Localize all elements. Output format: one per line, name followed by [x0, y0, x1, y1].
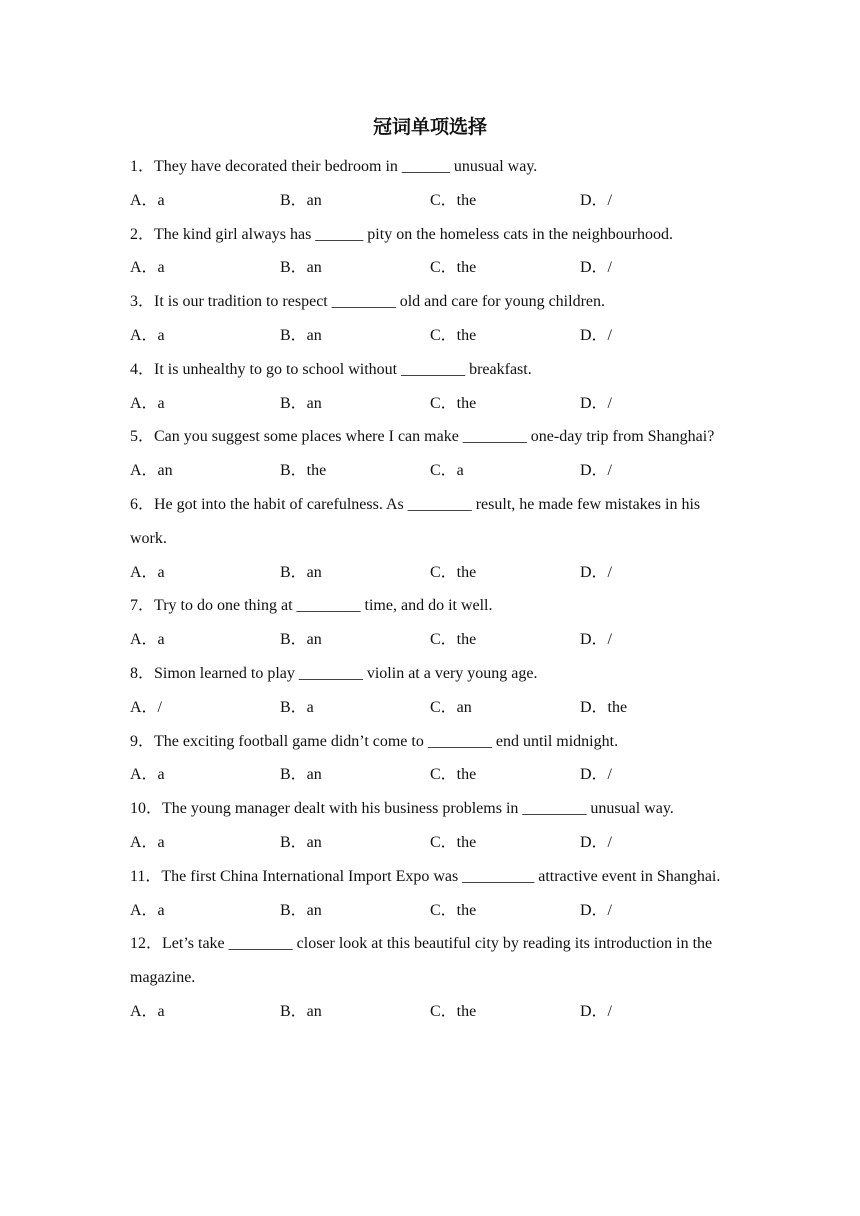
option-a: A．a — [130, 563, 165, 581]
option-a: A．a — [130, 326, 165, 344]
question-text: 10．The young manager dealt with his business problems in ________ unusual way. — [130, 800, 674, 818]
option-c: C．the — [430, 833, 477, 851]
option-row — [130, 251, 740, 285]
option-c: C．the — [430, 766, 477, 784]
question-text: 6．He got into the habit of carefulness. As ________ result, he made few mistakes in his work. — [130, 495, 701, 547]
option-b: B．an — [280, 1002, 322, 1020]
option-d: D．/ — [580, 766, 613, 784]
question-item — [130, 353, 740, 421]
option-c: C．the — [430, 326, 477, 344]
option-a: A．a — [130, 1002, 165, 1020]
question-text: 4．It is unhealthy to go to school without ________ breakfast. — [130, 360, 532, 378]
option-b: B．an — [280, 766, 322, 784]
option-c: C．an — [430, 698, 472, 716]
option-b: B．an — [280, 901, 322, 919]
option-c: C．the — [430, 191, 477, 209]
option-row — [130, 387, 740, 421]
question-item — [130, 150, 740, 218]
option-c: C．the — [430, 394, 477, 412]
question-text: 1．They have decorated their bedroom in ______ unusual way. — [130, 158, 538, 175]
question-item — [130, 860, 740, 928]
option-b: B．an — [280, 563, 322, 581]
option-c: C．the — [430, 901, 477, 919]
option-row — [130, 995, 740, 1029]
option-b: B．an — [280, 833, 322, 851]
option-a: A．a — [130, 631, 165, 649]
option-row — [130, 758, 740, 792]
option-c: C．a — [430, 462, 464, 480]
option-d: D．/ — [580, 901, 613, 919]
option-d: D．/ — [580, 259, 613, 277]
question-text: 2．The kind girl always has ______ pity on the homeless cats in the neighbourhood. — [130, 225, 674, 243]
question-text: 8．Simon learned to play ________ violin at a very young age. — [130, 664, 538, 682]
option-b: B．a — [280, 698, 314, 716]
question-item — [130, 285, 740, 353]
question-item — [130, 589, 740, 657]
option-a: A．a — [130, 901, 165, 919]
question-list — [130, 150, 740, 1029]
option-b: B．the — [280, 462, 327, 480]
option-b: B．an — [280, 259, 322, 277]
question-item — [130, 792, 740, 860]
option-d: D．/ — [580, 394, 613, 412]
option-d: D．the — [580, 698, 628, 716]
question-item — [130, 488, 740, 589]
option-d: D．/ — [580, 462, 613, 480]
option-b: B．an — [280, 326, 322, 344]
option-row — [130, 184, 740, 218]
option-row — [130, 556, 740, 590]
option-b: B．an — [280, 631, 322, 649]
question-text: 9．The exciting football game didn’t come to ________ end until midnight. — [130, 732, 619, 750]
option-c: C．the — [430, 563, 477, 581]
question-item — [130, 420, 740, 488]
question-item — [130, 218, 740, 286]
option-a: A．an — [130, 462, 173, 480]
page-title: 冠词单项选择 — [372, 116, 487, 138]
option-row — [130, 454, 740, 488]
question-item — [130, 725, 740, 793]
question-text: 12．Let’s take ________ closer look at this beautiful city by reading its introduction in the magazine. — [130, 935, 713, 987]
option-b: B．an — [280, 394, 322, 412]
option-a: A．a — [130, 766, 165, 784]
option-d: D．/ — [580, 631, 613, 649]
option-d: D．/ — [580, 563, 613, 581]
option-d: D．/ — [580, 191, 613, 209]
question-item — [130, 657, 740, 725]
option-a: A．/ — [130, 698, 163, 716]
question-text: 5．Can you suggest some places where I can make ________ one-day trip from Shanghai? — [130, 428, 715, 446]
option-d: D．/ — [580, 833, 613, 851]
option-a: A．a — [130, 259, 165, 277]
option-row — [130, 623, 740, 657]
question-text: 11．The first China International Import Expo was _________ attractive event in Shanghai. — [130, 867, 721, 885]
question-text: 7．Try to do one thing at ________ time, and do it well. — [130, 597, 493, 615]
option-row — [130, 826, 740, 860]
option-c: C．the — [430, 259, 477, 277]
option-row — [130, 691, 740, 725]
option-a: A．a — [130, 191, 165, 209]
option-d: D．/ — [580, 1002, 613, 1020]
option-row — [130, 319, 740, 353]
option-d: D．/ — [580, 326, 613, 344]
option-row — [130, 894, 740, 928]
option-a: A．a — [130, 394, 165, 412]
option-a: A．a — [130, 833, 165, 851]
option-c: C．the — [430, 631, 477, 649]
question-item — [130, 927, 740, 1028]
option-b: B．an — [280, 191, 322, 209]
question-text: 3．It is our tradition to respect ________ old and care for young children. — [130, 293, 605, 311]
option-c: C．the — [430, 1002, 477, 1020]
